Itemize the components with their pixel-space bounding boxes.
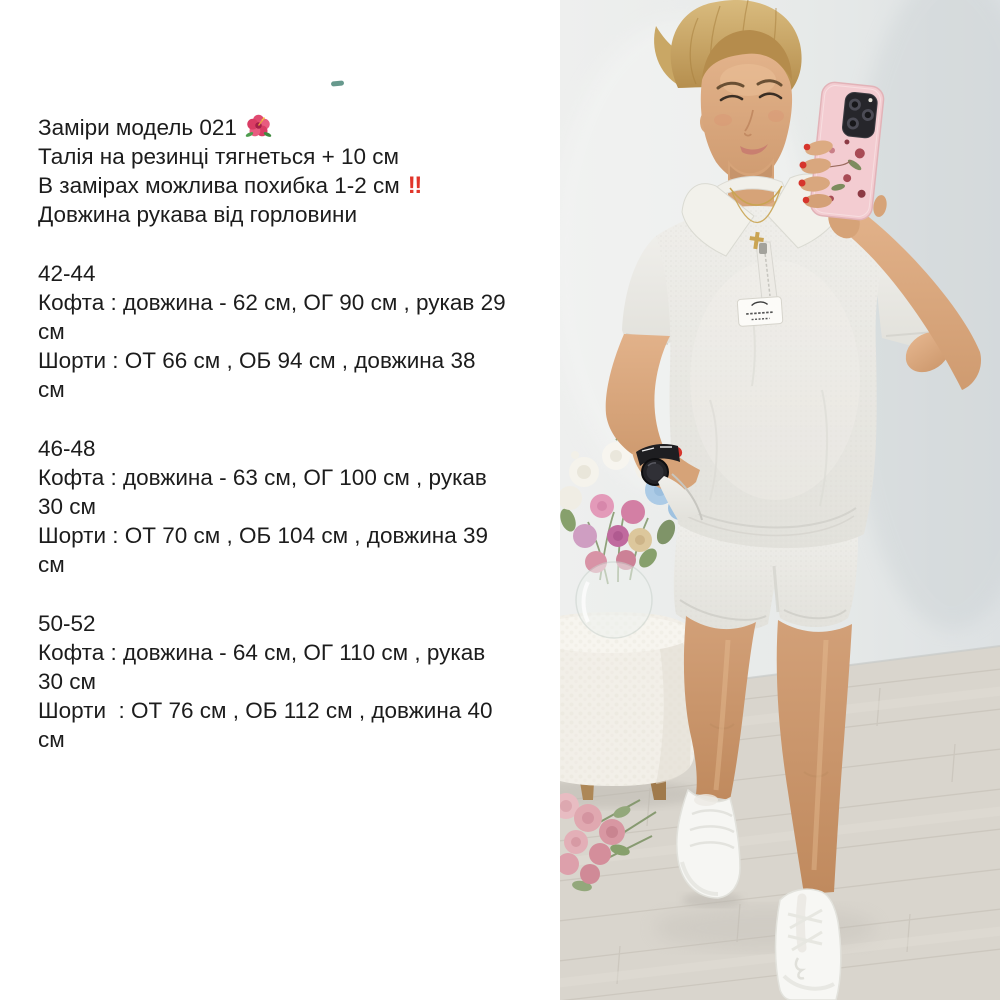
- tolerance-note-line: [38, 171, 554, 200]
- top-measurements: Кофта : довжина - 64 см, ОГ 110 см , рукав: [38, 640, 486, 665]
- shorts-measurements: Шорти : ОТ 76 см , ОБ 112 см , довжина 40: [38, 698, 493, 723]
- size-block-46-48: [38, 434, 554, 579]
- brand-tag: [737, 296, 783, 326]
- shorts-measurements-wrap: см: [38, 377, 65, 402]
- model-title-line: [38, 112, 554, 142]
- top-measurements: Кофта : довжина - 62 см, ОГ 90 см , рукав 29: [38, 290, 506, 315]
- size-range: 42-44: [38, 261, 96, 286]
- model-title: Заміри модель 021: [38, 115, 237, 140]
- hibiscus-flower-icon: [245, 112, 272, 139]
- product-photo: [560, 0, 1000, 1000]
- header-notes: [38, 112, 554, 229]
- shorts-measurements-wrap: см: [38, 552, 65, 577]
- artifact-smudge: [331, 80, 344, 86]
- top-measurements: Кофта : довжина - 63 см, ОГ 100 см , рукав: [38, 465, 487, 490]
- shorts-measurements: Шорти : ОТ 66 см , ОБ 94 см , довжина 38: [38, 348, 476, 373]
- size-range: 50-52: [38, 611, 96, 636]
- size-range: 46-48: [38, 436, 96, 461]
- tolerance-note: В замірах можлива похибка 1-2 см: [38, 173, 400, 198]
- top-measurements-wrap: 30 см: [38, 669, 96, 694]
- double-exclamation-icon: ‼: [407, 172, 424, 199]
- sleeve-note: Довжина рукава від горловини: [38, 202, 358, 227]
- size-block-50-52: [38, 609, 554, 754]
- size-block-42-44: [38, 259, 554, 404]
- measurements-panel: [38, 112, 554, 784]
- waist-note: Талія на резинці тягнеться + 10 см: [38, 144, 399, 169]
- top-measurements-wrap: 30 см: [38, 494, 96, 519]
- top-measurements-wrap: см: [38, 319, 65, 344]
- shorts-measurements: Шорти : ОТ 70 см , ОБ 104 см , довжина 39: [38, 523, 488, 548]
- shorts-measurements-wrap: см: [38, 727, 65, 752]
- phone-camera-module: [842, 92, 878, 139]
